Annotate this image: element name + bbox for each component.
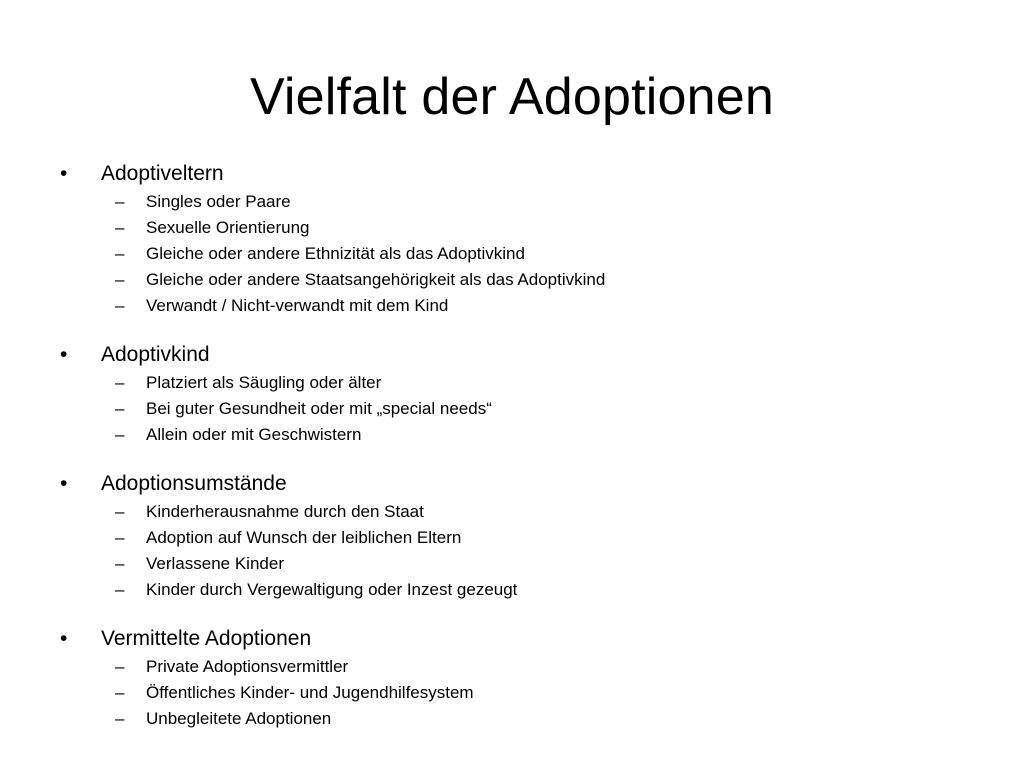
sub-item-text: Platziert als Säugling oder älter: [146, 373, 382, 392]
sub-item-text: Allein oder mit Geschwistern: [146, 425, 362, 444]
bullet-item: [60, 469, 960, 499]
sub-item: [60, 241, 960, 267]
dash-icon: –: [115, 373, 125, 392]
sub-list: [60, 370, 960, 448]
sub-list: [60, 189, 960, 319]
section-heading: Adoptiveltern: [101, 162, 224, 185]
slide-title: Vielfalt der Adoptionen: [249, 68, 775, 126]
sub-item-text: Gleiche oder andere Staatsangehörigkeit als das Adoptivkind: [146, 270, 606, 289]
dash-icon: –: [115, 399, 125, 418]
bullet-item: [60, 340, 960, 370]
dash-icon: –: [115, 425, 125, 444]
dash-icon: –: [115, 296, 125, 315]
section-adoptivkind: [60, 340, 960, 448]
sub-item-text: Adoption auf Wunsch der leiblichen Eltern: [146, 528, 462, 547]
dash-icon: –: [115, 502, 125, 521]
bullet-icon: •: [60, 162, 68, 185]
dash-icon: –: [115, 554, 125, 573]
dash-icon: –: [115, 218, 125, 237]
sub-item: [60, 525, 960, 551]
section-vermittelte-adoptionen: [60, 624, 960, 732]
sub-item: [60, 577, 960, 603]
sub-item-text: Öffentliches Kinder- und Jugendhilfesystem: [146, 683, 474, 702]
sub-item: [60, 396, 960, 422]
sub-item: [60, 422, 960, 448]
sub-list: [60, 499, 960, 603]
sub-item-text: Kinder durch Vergewaltigung oder Inzest gezeugt: [146, 580, 518, 599]
dash-icon: –: [115, 528, 125, 547]
bullet-icon: •: [60, 627, 68, 650]
dash-icon: –: [115, 657, 125, 676]
section-heading: Adoptivkind: [101, 343, 210, 366]
dash-icon: –: [115, 709, 125, 728]
sub-item: [60, 654, 960, 680]
dash-icon: –: [115, 683, 125, 702]
sub-item-text: Gleiche oder andere Ethnizität als das Adoptivkind: [146, 244, 525, 263]
sub-item: [60, 551, 960, 577]
bullet-item: [60, 624, 960, 654]
sub-item: [60, 499, 960, 525]
sub-item-text: Singles oder Paare: [146, 192, 291, 211]
sub-item-text: Kinderherausnahme durch den Staat: [146, 502, 424, 521]
sub-item-text: Verlassene Kinder: [146, 554, 284, 573]
section-heading: Vermittelte Adoptionen: [101, 627, 312, 650]
slide-content: [60, 159, 960, 732]
sub-item: [60, 680, 960, 706]
section-adoptionsumstaende: [60, 469, 960, 603]
sub-item-text: Private Adoptionsvermittler: [146, 657, 349, 676]
section-adoptiveltern: [60, 159, 960, 319]
bullet-icon: •: [60, 343, 68, 366]
sub-item: [60, 189, 960, 215]
sub-item: [60, 370, 960, 396]
bullet-item: [60, 159, 960, 189]
dash-icon: –: [115, 244, 125, 263]
dash-icon: –: [115, 270, 125, 289]
sub-item-text: Verwandt / Nicht-verwandt mit dem Kind: [146, 296, 449, 315]
sub-item: [60, 267, 960, 293]
sub-item: [60, 215, 960, 241]
section-heading: Adoptionsumstände: [101, 472, 287, 495]
sub-item: [60, 706, 960, 732]
sub-item-text: Unbegleitete Adoptionen: [146, 709, 332, 728]
dash-icon: –: [115, 192, 125, 211]
sub-list: [60, 654, 960, 732]
dash-icon: –: [115, 580, 125, 599]
bullet-icon: •: [60, 472, 68, 495]
sub-item-text: Sexuelle Orientierung: [146, 218, 310, 237]
sub-item-text: Bei guter Gesundheit oder mit „special needs“: [146, 399, 492, 418]
sub-item: [60, 293, 960, 319]
